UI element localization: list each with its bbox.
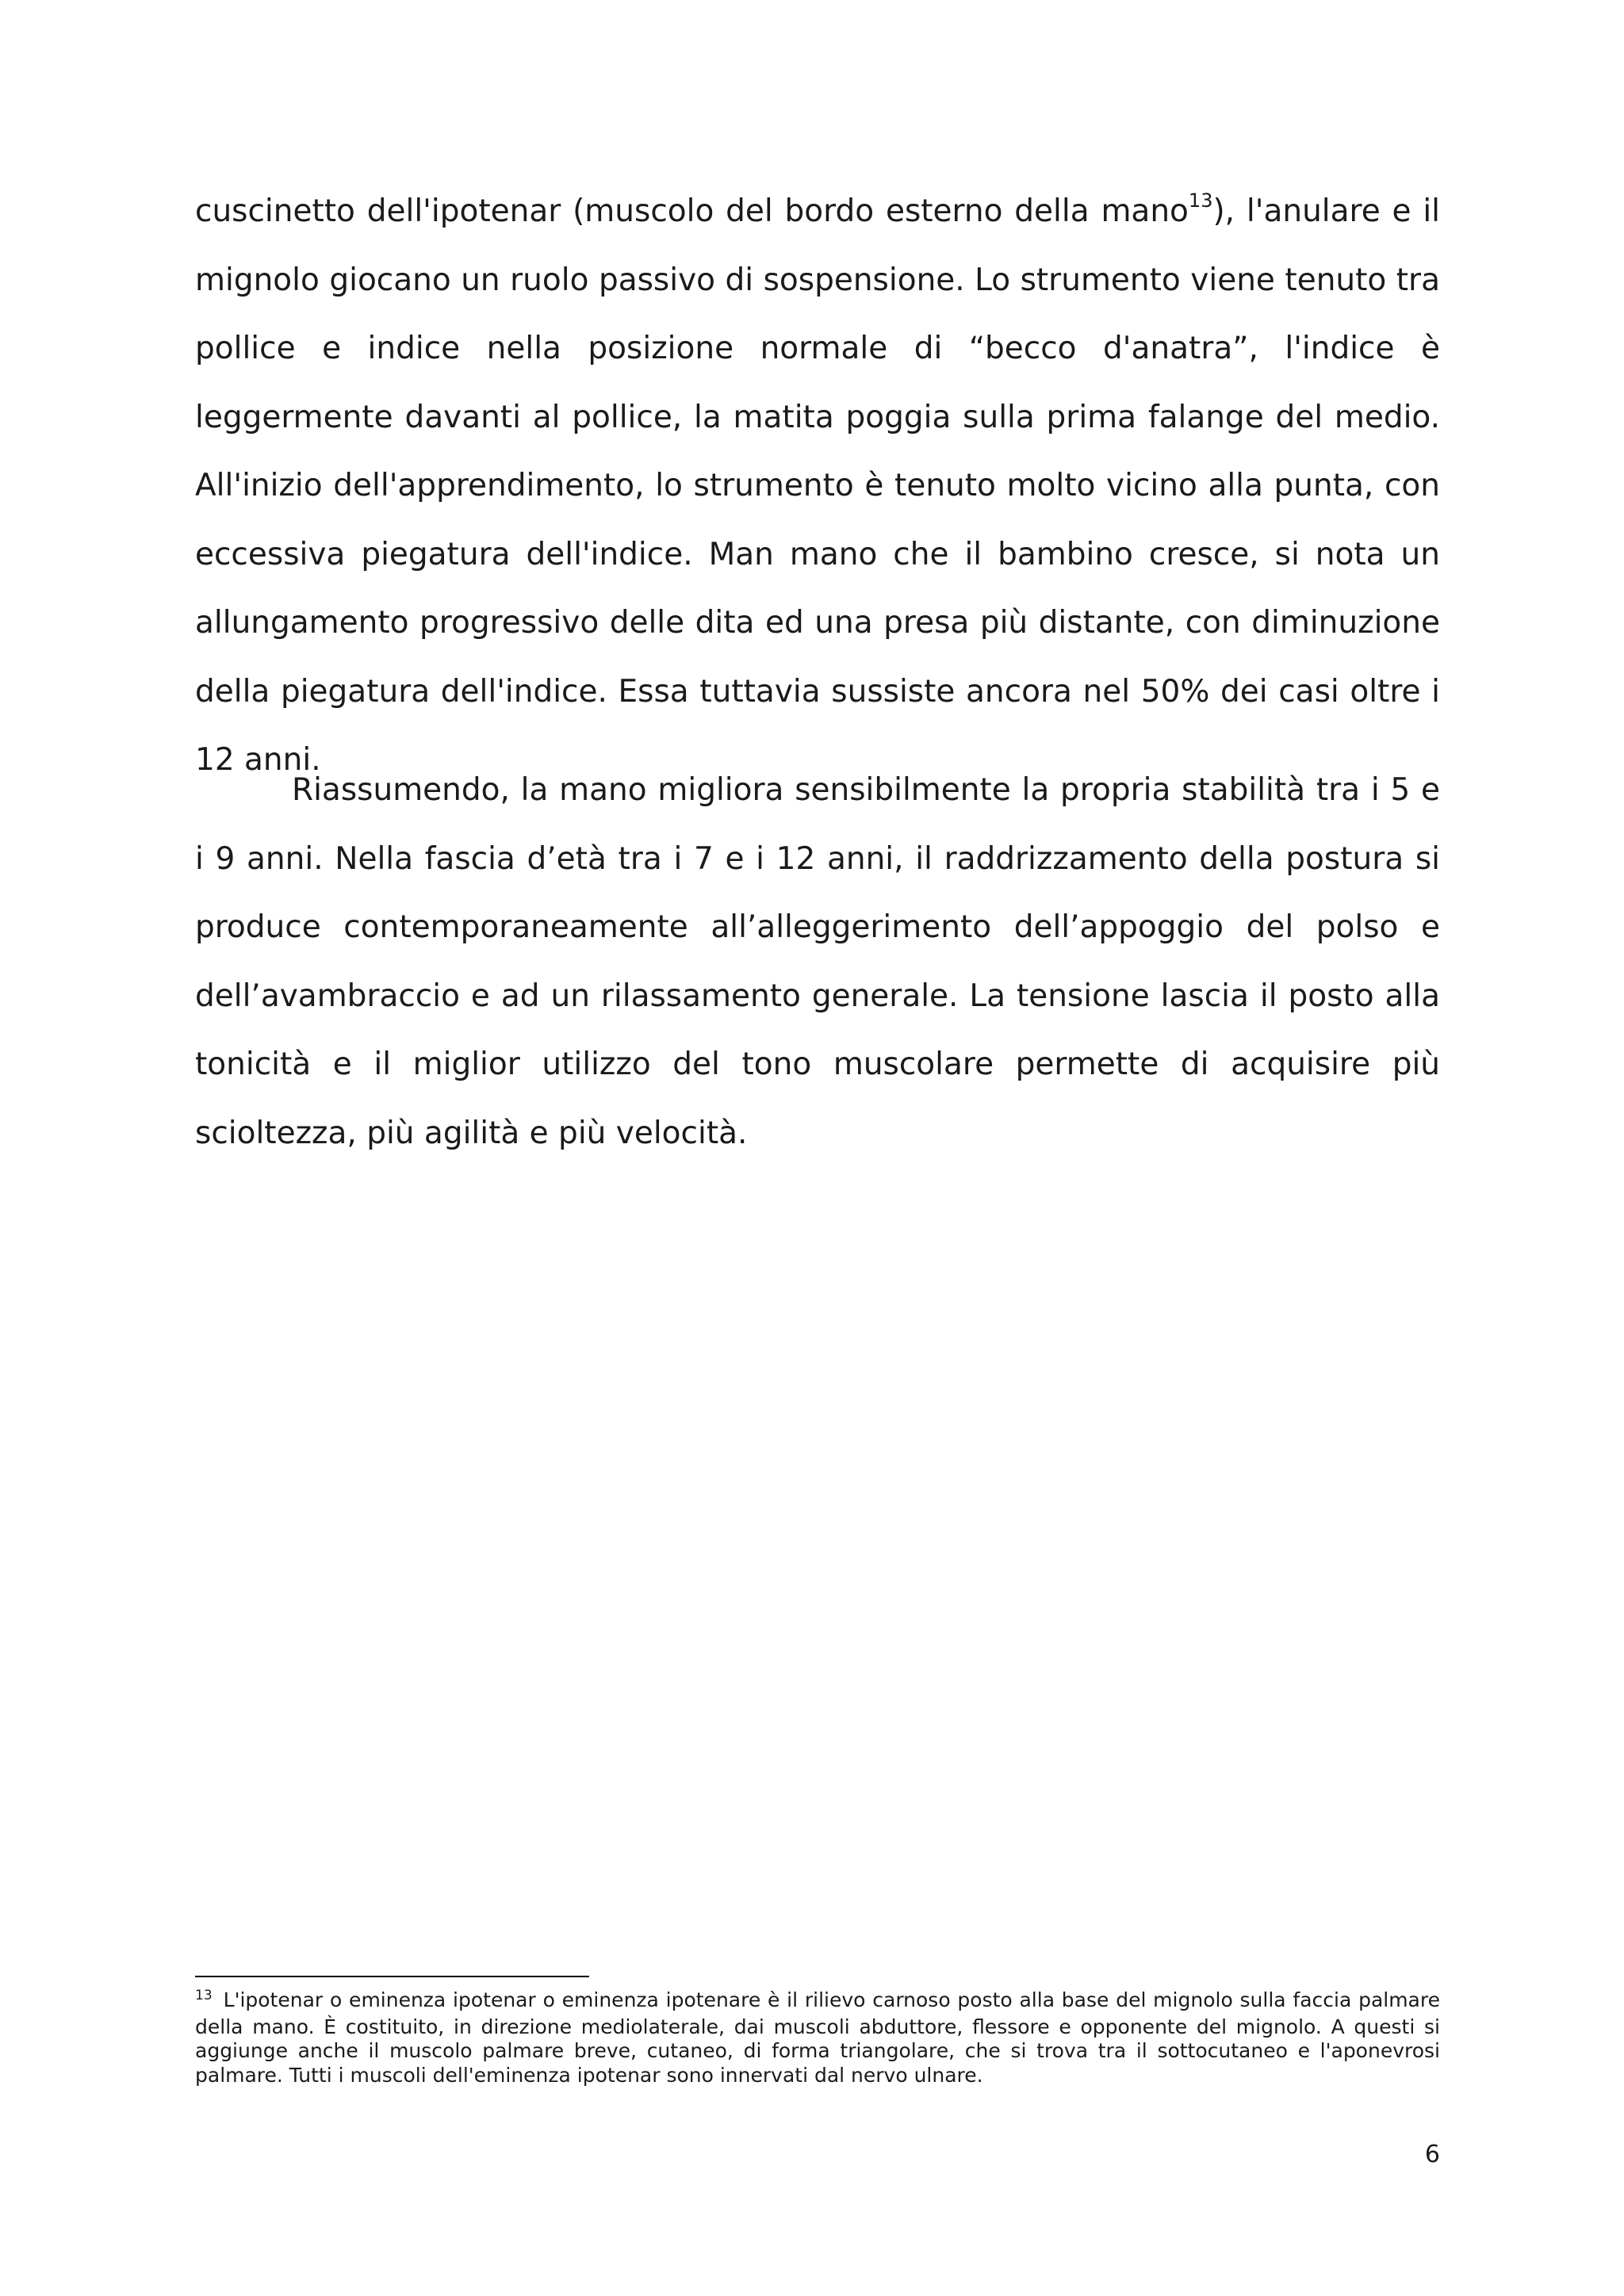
footnote-13 xyxy=(195,1988,1440,2087)
body-paragraph-1 xyxy=(195,178,1440,795)
footnote-number: 13 xyxy=(195,1988,213,2003)
paragraph-1-text-end: ), l'anulare e il mignolo giocano un ruolo passivo di sospensione. Lo strumento viene tenuto tra pollice e indice nella posizione normale di “becco d'anatra”, l'indice è leggermente davanti al pollice, la matita poggia sulla prima falange del medio. All'inizio dell'apprendimento, lo strumento è tenuto molto vicino alla punta, con eccessiva piegatura dell'indice. Man mano che il bambino cresce, si nota un allungamento progressivo delle dita ed una presa più distante, con diminuzione della piegatura dell'indice. Essa tuttavia sussiste ancora nel 50% dei casi oltre i 12 anni. xyxy=(195,193,1441,778)
footnote-reference-13[interactable]: 13 xyxy=(1188,189,1213,212)
page-number: 6 xyxy=(1424,2141,1440,2168)
footnote-separator xyxy=(195,1976,589,1977)
body-paragraph-2: Riassumendo, la mano migliora sensibilmente la propria stabilità tra i 5 e i 9 anni. Nella fascia d’età tra i 7 e i 12 anni, il raddrizzamento della postura si produce contemporaneamente all’alleggerimento dell’appoggio del polso e dell’avambraccio e ad un rilassamento generale. La tensione lascia il posto alla tonicità e il miglior utilizzo del tono muscolare permette di acquisire più scioltezza, più agilità e più velocità. xyxy=(195,772,1440,1151)
paragraph-1-text-start: cuscinetto dell'ipotenar (muscolo del bordo esterno della mano xyxy=(195,193,1189,229)
footnote-text: L'ipotenar o eminenza ipotenar o eminenza ipotenare è il rilievo carnoso posto alla base del mignolo sulla faccia palmare della mano. È costituito, in direzione mediolaterale, dai muscoli abduttore, flessore e opponente del mignolo. A questi si aggiunge anche il muscolo palmare breve, cutaneo, di forma triangolare, che si trova tra il sottocutaneo e l'aponevrosi palmare. Tutti i muscoli dell'eminenza ipotenar sono innervati dal nervo ulnare. xyxy=(195,1988,1440,2087)
